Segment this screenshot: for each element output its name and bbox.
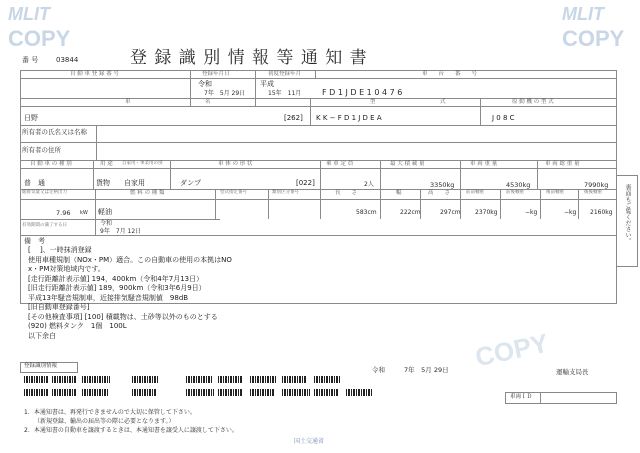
id-code-block — [346, 389, 372, 396]
remarks-line: [旧走行距離計表示値] 189，900km（令和3年6月9日） — [28, 284, 206, 292]
remarks-label: 備 考 — [24, 237, 45, 245]
label-first-registration: 初度登録年月 — [268, 71, 302, 77]
remarks-line: [ ]、一時抹消登録 — [28, 246, 92, 254]
label-body-shape: 車 体 の 形 状 — [218, 161, 253, 167]
label-owner-name: 所有者の氏名又は名称 — [22, 128, 87, 136]
label-width: 幅 — [396, 190, 402, 196]
remarks-block — [28, 246, 232, 341]
fuel-type: 軽油 — [98, 208, 112, 216]
label-chassis-number: 車 台 番 号 — [422, 71, 478, 77]
note-2: 2．本通知書の自動車を譲渡するときは、本通知書を譲受人に譲渡して下さい。 — [24, 427, 238, 434]
id-code-block — [52, 389, 76, 396]
label-model: 型 — [370, 99, 376, 105]
vehicle-use: 貨物 — [96, 179, 110, 187]
engine-model: J 0 8 C — [492, 114, 515, 122]
number-label: 番 号 — [22, 56, 39, 64]
vehicle-make: 日野 — [24, 114, 38, 122]
id-code-block — [52, 376, 76, 383]
first-registration-era: 平成 — [260, 80, 274, 88]
chassis-number: F D 1 J D E 1 0 4 7 6 — [322, 88, 403, 97]
registration-era: 令和 — [198, 80, 212, 88]
make-code: [262] — [284, 114, 303, 122]
rear-rear-axle-weight: 2160kg — [590, 209, 613, 216]
max-load: 3350kg — [430, 181, 455, 189]
issue-date: 7年 5月 29日 — [404, 366, 449, 374]
remarks-line: x・PM対策地域内です。 — [28, 265, 105, 273]
front-rear-axle-weight: −kg — [525, 209, 538, 216]
label-displacement: 総排気量又は定格出力 — [22, 190, 67, 195]
label-model-number: 型式指定番号 — [220, 190, 247, 195]
id-code-block — [24, 389, 48, 396]
vehicle-id-label: 車両ＩＤ — [510, 394, 533, 400]
document-number: 03844 — [56, 56, 79, 64]
label-rear-rear-axle: 後後軸重 — [584, 190, 602, 195]
reverse-side-text: 裏面もご覧ください。 — [624, 184, 631, 244]
seating-capacity: 2人 — [364, 181, 374, 188]
gross-weight: 7990kg — [584, 181, 609, 189]
registration-info-label: 登録識別情報 — [24, 363, 58, 369]
vehicle-weight: 4530kg — [506, 181, 531, 189]
issue-era: 令和 — [372, 366, 385, 374]
height: 297cm — [440, 209, 461, 216]
label-engine-model: 原 動 機 の 型 式 — [512, 99, 554, 105]
label-max-load: 最 大 積 載 量 — [390, 161, 425, 167]
watermark-mlit-right: MLIT — [562, 4, 604, 24]
note-1-sub: （新規登録、輸出の届出等の際に必要となります。） — [34, 418, 175, 425]
remarks-line: 平成13年騒音規制車，近接排気騒音規制値 98dB — [28, 293, 189, 302]
label-form: 式 — [440, 99, 446, 105]
label-vehicle-weight: 車 両 重 量 — [470, 161, 498, 167]
id-code-block — [218, 389, 242, 396]
id-code-block — [186, 389, 214, 396]
body-shape: ダンプ — [180, 179, 202, 187]
length: 583cm — [356, 209, 377, 216]
rear-front-axle-weight: −kg — [564, 209, 577, 216]
watermark-copy-left: COPY — [8, 26, 71, 51]
expiry-date: 9年 7月 12日 — [100, 228, 142, 235]
id-code-block — [250, 389, 274, 396]
remarks-line: [その他検査事項] [100] 積載物は、土砂等以外のものとする — [28, 312, 218, 321]
label-expiry-date: 有効期間の満了する日 — [22, 223, 67, 228]
displacement-unit: kW — [80, 210, 88, 216]
id-code-block — [250, 376, 276, 383]
body-shape-code: [022] — [296, 179, 315, 187]
private-use: 自家用 — [124, 179, 145, 187]
remarks-line: 使用車種規制（NOx・PM）適合。この自動車の使用の本拠はNO — [28, 255, 232, 264]
label-make: 車 — [125, 99, 131, 105]
label-name: 名 — [205, 99, 211, 105]
label-capacity: 乗 車 定 員 — [326, 161, 354, 167]
id-code-block — [314, 376, 340, 383]
id-code-block — [186, 376, 212, 383]
watermark-copy-right: COPY — [562, 26, 625, 51]
label-length: 長 さ — [335, 190, 358, 196]
watermark-mlit-left: MLIT — [8, 4, 50, 24]
width: 222cm — [400, 209, 421, 216]
id-code-block — [314, 389, 338, 396]
reverse-side-note — [616, 175, 638, 267]
id-code-block — [24, 376, 48, 383]
label-front-rear-axle: 前後軸重 — [506, 190, 524, 195]
label-vehicle-kind: 自 動 車 の 種 別 — [30, 161, 72, 167]
id-code-block — [132, 389, 156, 396]
label-gross-weight: 車 両 総 重 量 — [545, 161, 580, 167]
vehicle-model: K K − F D 1 J D E A — [316, 114, 382, 122]
label-registration-number: 自 動 車 登 録 番 号 — [70, 71, 119, 77]
label-registration-date: 登録年月日 — [202, 71, 230, 77]
watermark-copy-bottom: COPY — [472, 327, 551, 373]
document-title: 登 録 識 別 情 報 等 通 知 書 — [130, 48, 368, 68]
remarks-line: 以下余白 — [28, 331, 56, 340]
id-code-block — [132, 376, 158, 383]
label-rear-front-axle: 後前軸重 — [546, 190, 564, 195]
displacement: 7.96 — [56, 209, 71, 217]
remarks-line: [走行距離計表示値] 194，400km（令和4年7月13日） — [28, 274, 204, 283]
remarks-line: [旧自動車登録番号] — [28, 303, 90, 311]
remarks-line: (920) 燃料タンク 1個 100L — [28, 322, 127, 330]
label-front-front-axle: 前前軸重 — [466, 190, 484, 195]
id-code-block — [82, 389, 108, 396]
label-class-number: 類別区分番号 — [272, 190, 299, 195]
first-registration-date: 15年 11月 — [268, 90, 302, 97]
ministry-name: 国土交通省 — [294, 438, 325, 445]
label-owner-address: 所有者の住所 — [22, 146, 61, 154]
vehicle-kind: 普 通 — [24, 179, 45, 187]
id-code-block — [82, 376, 110, 383]
label-private-business: 自家用・事業用の別 — [122, 161, 163, 166]
note-1: 1．本通知書は、再発行できませんので大切に保管して下さい。 — [24, 409, 196, 416]
id-code-block — [282, 376, 306, 383]
label-height: 高 さ — [428, 190, 451, 196]
label-fuel-type: 燃 料 の 種 類 — [130, 190, 165, 196]
id-code-block — [218, 376, 242, 383]
front-front-axle-weight: 2370kg — [475, 209, 498, 216]
expiry-era: 令和 — [100, 220, 113, 227]
id-code-block — [282, 389, 310, 396]
issuing-office: 運輸支局長 — [556, 368, 589, 376]
registration-date: 7年 5月 29日 — [204, 90, 246, 97]
label-use: 用 途 — [100, 161, 113, 167]
